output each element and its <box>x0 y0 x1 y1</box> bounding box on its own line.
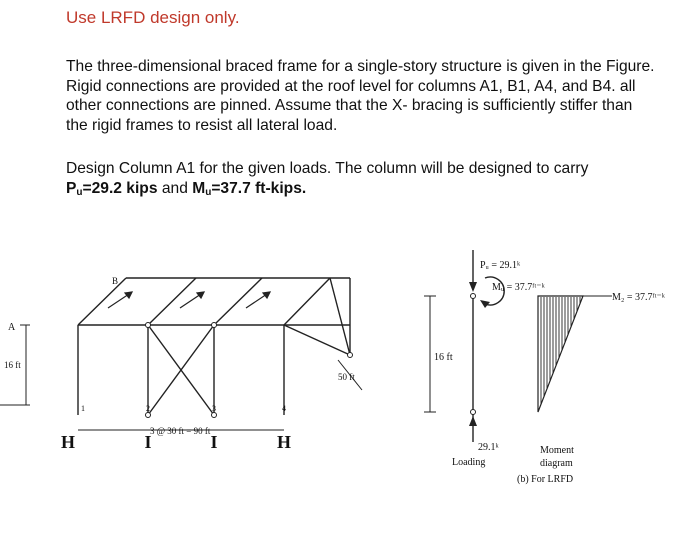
col-num-4: 4 <box>282 404 286 413</box>
svg-text:I: I <box>144 432 152 452</box>
design-paragraph <box>66 159 656 202</box>
moment-label: Moment <box>540 445 574 456</box>
m2-label: M₂ = 37.7ᶠᵗ⁻ᵏ <box>612 292 665 303</box>
col-num-2: 2 <box>146 404 150 413</box>
pu-top-label: Pᵤ = 29.1ᵏ <box>480 260 521 271</box>
loading-label: Loading <box>452 457 486 468</box>
frame-figure <box>0 220 700 535</box>
bottom-load-label: 29.1ᵏ <box>478 442 499 453</box>
label-b: B <box>112 276 119 286</box>
svg-text:I: I <box>210 432 218 452</box>
design-text: Design Column A1 for the given loads. The column will be designed to carry <box>66 160 589 177</box>
mu-top-label: Mᵤ = 37.7ᶠᵗ⁻ᵏ <box>492 282 545 293</box>
svg-text:H: H <box>60 432 76 452</box>
span-label: 3 @ 30 ft = 90 ft <box>150 426 211 436</box>
col-num-3: 3 <box>212 404 216 413</box>
label-a: A <box>8 322 16 333</box>
diagram-label: diagram <box>540 458 573 469</box>
column-height-label: 16 ft <box>434 352 453 363</box>
width-label: 50 ft <box>338 372 355 382</box>
problem-paragraph: The three-dimensional braced frame for a single-story structure is given in the Figure. Rigid connections are provided at the roof level for columns A1, B1, A4, and B4. all other connections are pinned. Assume that the X- bracing is sufficiently stiffer than the rigid frames to resist all lateral load. <box>66 58 655 134</box>
moment-diagram <box>538 296 583 412</box>
pu-load: $P_u=29.2$ kips <box>66 179 158 198</box>
instruction-heading: Use LRFD design only. <box>66 8 240 27</box>
col-num-1: 1 <box>81 404 85 413</box>
and-text: and <box>157 179 193 197</box>
svg-text:H: H <box>276 432 292 452</box>
height-label: 16 ft <box>4 360 21 370</box>
figure-caption: (b) For LRFD <box>517 474 574 485</box>
mu-load: $M_u=37.7$ ft-kips. <box>192 179 307 198</box>
